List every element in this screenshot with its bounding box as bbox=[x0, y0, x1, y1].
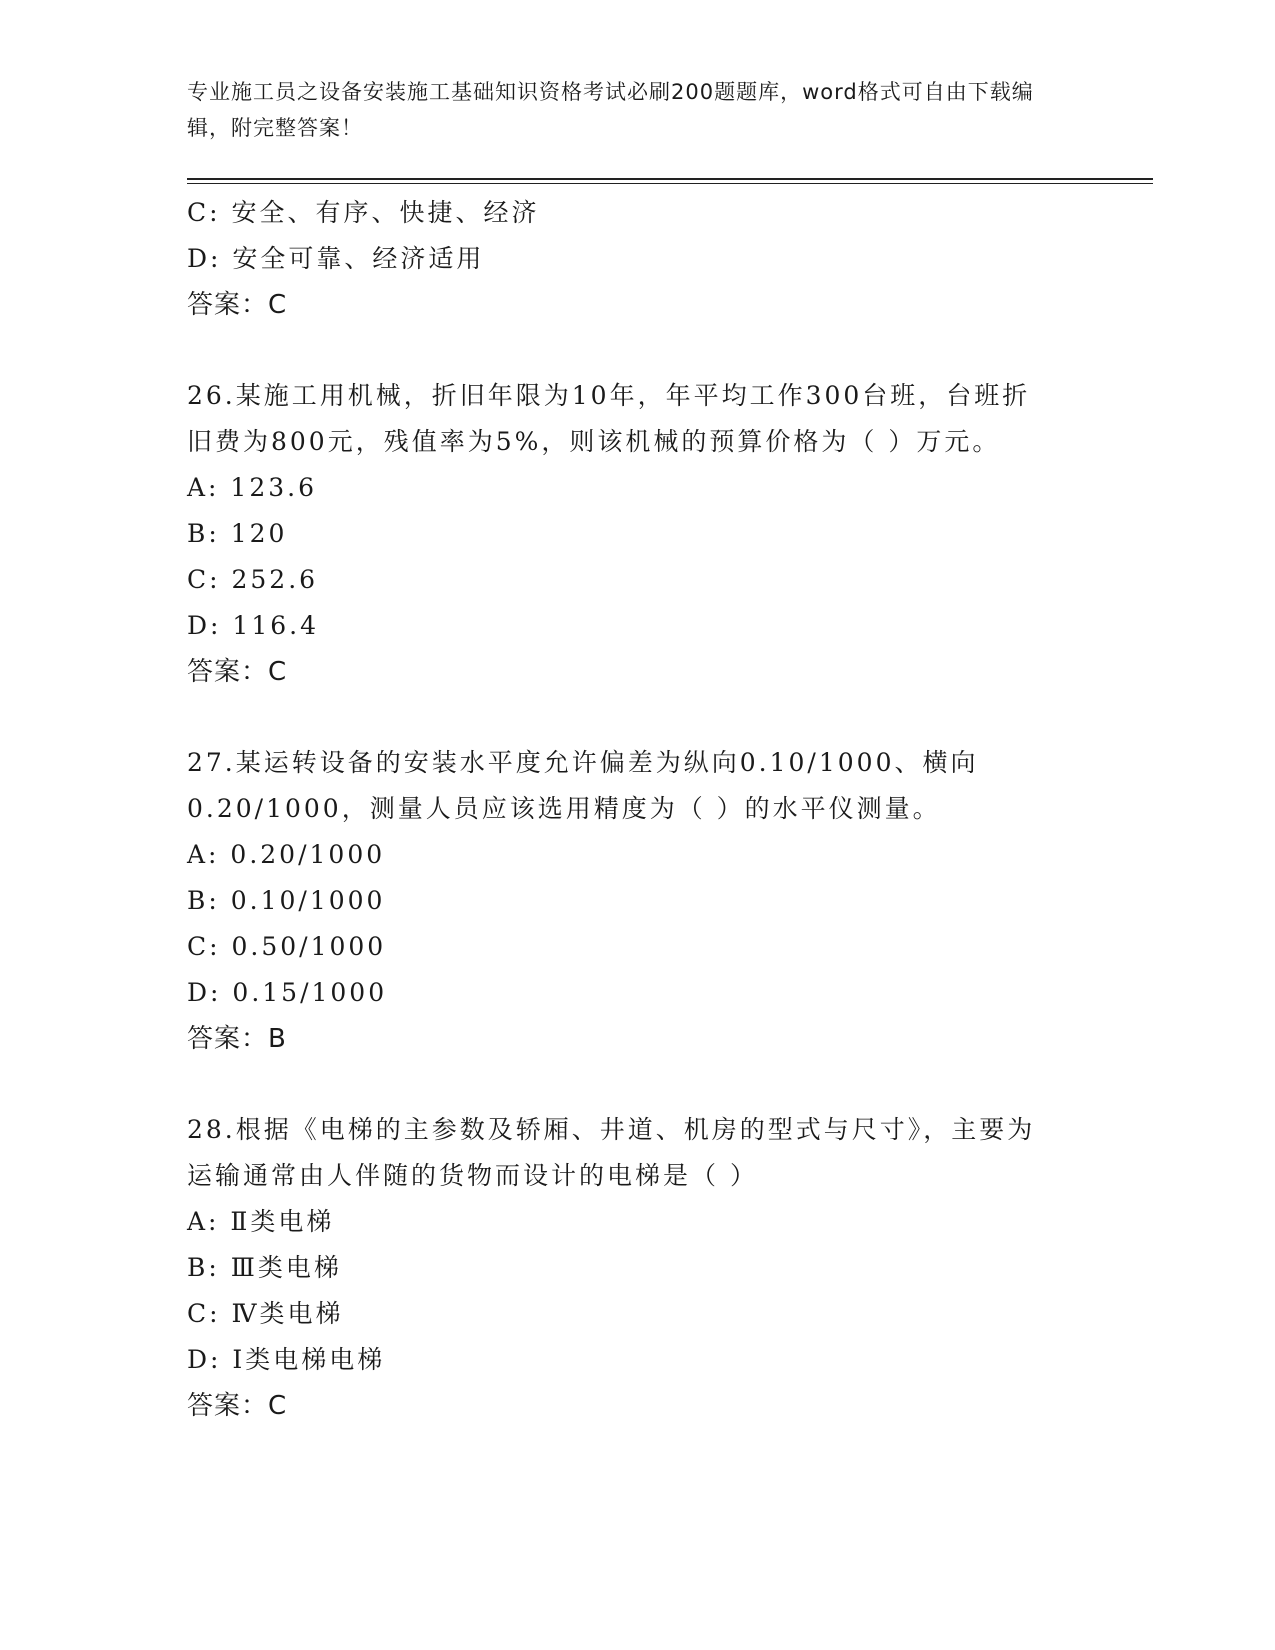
option-c: C: 252.6 bbox=[187, 565, 319, 594]
question-block bbox=[187, 373, 1087, 695]
spacer bbox=[187, 1062, 1087, 1107]
page-header: 专业施工员之设备安装施工基础知识资格考试必刷200题题库，word格式可自由下载编辑，附完整答案！ bbox=[187, 80, 1034, 140]
option-b: B: Ⅲ类电梯 bbox=[187, 1253, 342, 1282]
question-block bbox=[187, 740, 1087, 1062]
option-d: D: 116.4 bbox=[187, 611, 319, 640]
question-stem-line: 运输通常由人伴随的货物而设计的电梯是（ ） bbox=[187, 1161, 758, 1190]
option-d: D: 安全可靠、经济适用 bbox=[187, 244, 485, 273]
answer-line: 答案：C bbox=[187, 657, 288, 687]
question-stem-line: 27.某运转设备的安装水平度允许偏差为纵向0.10/1000、横向 bbox=[187, 748, 979, 777]
answer-line: 答案：C bbox=[187, 290, 288, 320]
question-content bbox=[187, 190, 1087, 1429]
option-a: A: 123.6 bbox=[187, 473, 317, 502]
question-stem bbox=[187, 373, 1087, 465]
answer-line: 答案：B bbox=[187, 1024, 287, 1054]
question-block bbox=[187, 1107, 1087, 1429]
question-stem-line: 旧费为800元，残值率为5%，则该机械的预算价格为（ ）万元。 bbox=[187, 427, 1001, 456]
question-stem-line: 26.某施工用机械，折旧年限为10年，年平均工作300台班，台班折 bbox=[187, 381, 1031, 410]
option-a: A: Ⅱ类电梯 bbox=[187, 1207, 335, 1236]
option-c: C: 0.50/1000 bbox=[187, 932, 387, 961]
question-stem-line: 0.20/1000，测量人员应该选用精度为（ ）的水平仪测量。 bbox=[187, 794, 941, 823]
question-stem bbox=[187, 1107, 1087, 1199]
header-divider-thin bbox=[187, 183, 1153, 184]
option-d: D: 0.15/1000 bbox=[187, 978, 388, 1007]
option-b: B: 120 bbox=[187, 519, 288, 548]
option-b: B: 0.10/1000 bbox=[187, 886, 386, 915]
option-d: D: Ⅰ类电梯电梯 bbox=[187, 1345, 386, 1374]
previous-question-block bbox=[187, 190, 1087, 328]
question-stem-line: 28.根据《电梯的主参数及轿厢、井道、机房的型式与尺寸》，主要为 bbox=[187, 1115, 1036, 1144]
spacer bbox=[187, 328, 1087, 373]
option-a: A: 0.20/1000 bbox=[187, 840, 386, 869]
option-c: C: Ⅳ类电梯 bbox=[187, 1299, 344, 1328]
option-c: C: 安全、有序、快捷、经济 bbox=[187, 198, 540, 227]
header-divider-thick bbox=[187, 178, 1153, 180]
spacer bbox=[187, 695, 1087, 740]
question-stem bbox=[187, 740, 1087, 832]
answer-line: 答案：C bbox=[187, 1391, 288, 1421]
